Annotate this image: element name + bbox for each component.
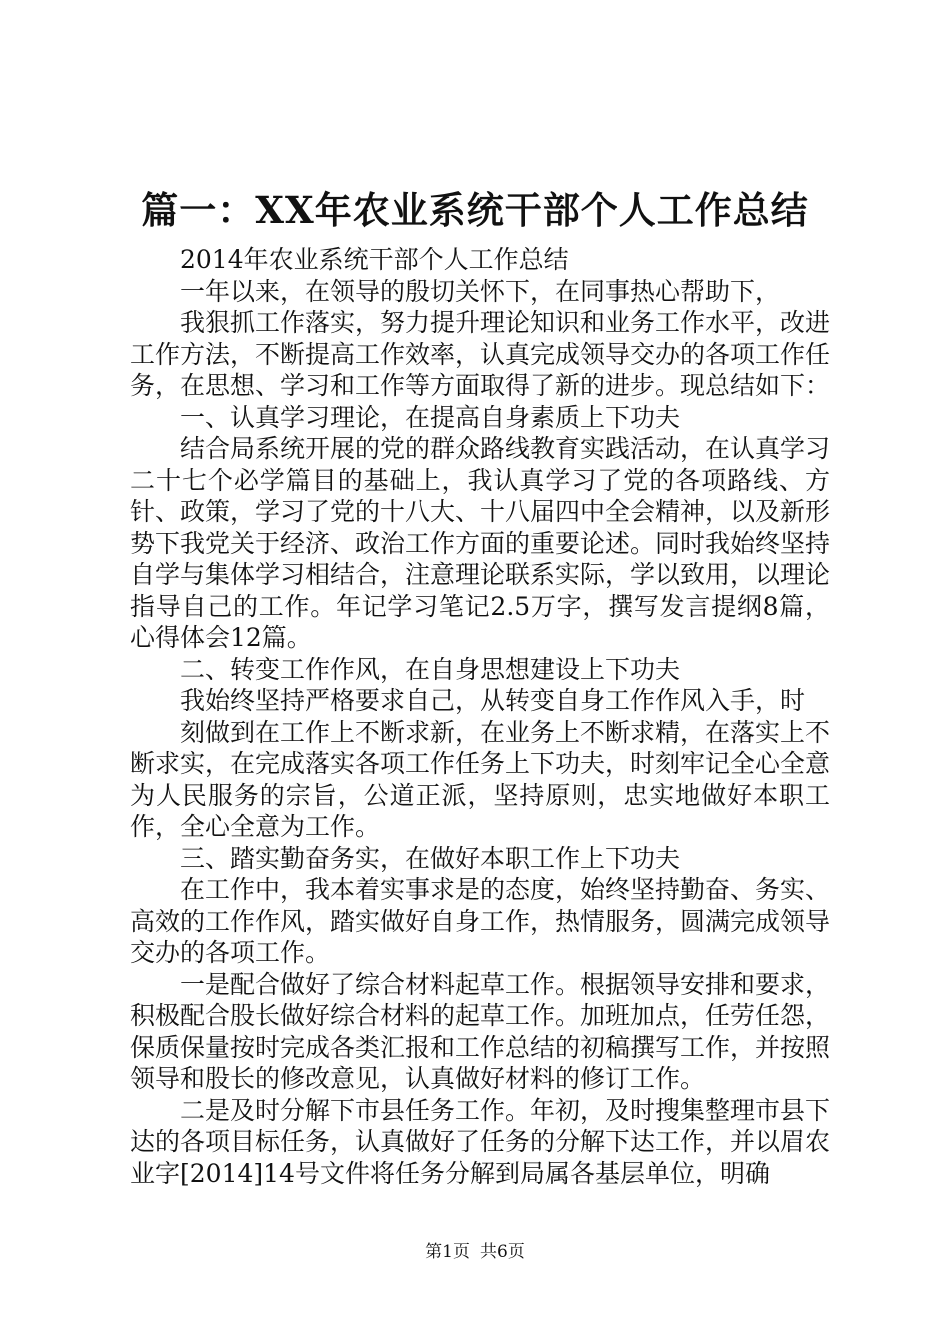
paragraph-work: 在工作中，我本着实事求是的态度，始终坚持勤奋、务实、高效的工作作风，踏实做好自身工作，热情服务，圆满完成领导交办的各项工作。 (130, 875, 831, 967)
paragraph-style-a: 我始终坚持严格要求自己，从转变自身工作作风入手，时 (180, 686, 806, 715)
document-body (130, 244, 830, 1189)
paragraph-style-b: 刻做到在工作上不断求新，在业务上不断求精，在落实上不断求实，在完成落实各项工作任务上下功夫，时刻牢记全心全意为人民服务的宗旨，公道正派，坚持原则，忠实地做好本职工作，全心全意为工作。 (130, 717, 831, 841)
paragraph-tasks: 二是及时分解下市县任务工作。年初，及时搜集整理市县下达的各项目标任务，认真做好了任务的分解下达工作，并以眉农业字[2014]14号文件将任务分解到局属各基层单位，明确 (130, 1095, 831, 1188)
section-heading-3: 三、踏实勤奋务实，在做好本职工作上下功夫 (180, 843, 681, 873)
section-heading-1: 一、认真学习理论，在提高自身素质上下功夫 (180, 402, 681, 432)
paragraph-subtitle: 2014年农业系统干部个人工作总结 (180, 245, 569, 274)
paragraph-overview: 我狠抓工作落实，努力提升理论知识和业务工作水平，改进工作方法，不断提高工作效率，认真完成领导交办的各项工作任务，在思想、学习和工作等方面取得了新的进步。现总结如下： (130, 308, 831, 400)
page-total: 共6页 (480, 1242, 525, 1262)
page-number: 第1页 (425, 1242, 470, 1262)
paragraph-intro: 一年以来，在领导的殷切关怀下，在同事热心帮助下， (180, 276, 781, 306)
document-title: 篇一：XX年农业系统干部个人工作总结 (141, 188, 809, 232)
page-footer (0, 1240, 950, 1264)
paragraph-study: 结合局系统开展的党的群众路线教育实践活动，在认真学习二十七个必学篇目的基础上，我认真学习了党的各项路线、方针、政策，学习了党的十八大、十八届四中全会精神，以及新形势下我党关于经济、政治工作方面的重要论述。同时我始终坚持自学与集体学习相结合，注意理论联系实际，学以致用，以理论指导自己的工作。年记学习笔记2.5万字，撰写发言提纲8篇，心得体会12篇。 (130, 434, 831, 652)
paragraph-drafting: 一是配合做好了综合材料起草工作。根据领导安排和要求，积极配合股长做好综合材料的起草工作。加班加点，任劳任怨，保质保量按时完成各类汇报和工作总结的初稿撰写工作，并按照领导和股长的修改意见，认真做好材料的修订工作。 (130, 969, 831, 1093)
section-heading-2: 二、转变工作作风，在自身思想建设上下功夫 (180, 654, 681, 684)
